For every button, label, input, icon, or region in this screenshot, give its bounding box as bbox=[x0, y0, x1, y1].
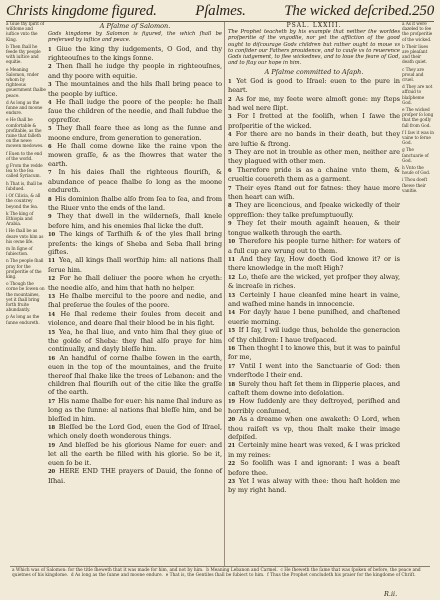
verse-text: How ſuddenly are they deſtroyed, periſhed and horribly conſumed, bbox=[228, 397, 400, 415]
left-column bbox=[48, 22, 222, 566]
verse bbox=[48, 328, 222, 354]
verse-number: 4 bbox=[48, 100, 52, 107]
verse-text: Then thoght I to knowe this, but it was to painful for me, bbox=[228, 343, 401, 362]
psalm73-heading: A Pſalme committed to Aſaph. bbox=[264, 67, 364, 76]
psalm73-number: PSAL. LXXIII. bbox=[286, 22, 342, 29]
verse-text: Yet I was alway with thee: thou haſt holden me by my right hand. bbox=[228, 477, 401, 495]
verse bbox=[48, 212, 222, 230]
verse-number: 2 bbox=[228, 96, 232, 103]
margin-note: d They are not affraid to blaſpheme God. bbox=[402, 85, 434, 106]
verse bbox=[228, 255, 400, 273]
verse bbox=[228, 219, 400, 237]
margin-note: g The ſanctuarie of God. bbox=[402, 148, 430, 164]
verse-number: 19 bbox=[48, 442, 56, 449]
verse bbox=[48, 274, 222, 292]
margin-note: m In ſigne of ſubiection. bbox=[6, 246, 34, 258]
margin-note: i Of Cilicia, & all the countrey beyond the ſea. bbox=[6, 194, 42, 210]
verse-text: The kings of Tarſhiſh & of the yles ſhall bring preſents: the kings of Sheba and Seba ſhall bring giftes. bbox=[48, 230, 222, 256]
verse bbox=[48, 292, 222, 310]
verse bbox=[48, 397, 222, 423]
margin-note: b Their liues are pleaſant and their death quiet. bbox=[402, 44, 430, 66]
verse-number: 18 bbox=[48, 425, 56, 432]
footnotes: a Which was of Salomon: for the title ſheweth that it was made for him, and not by him. b Meaning Lebanon and Carmel. c He ſheweth the ſame that was ſpoken of before, the peace and quietnes of his kingdome. d As long as the ſunne and moone endure. e That is, the Gentiles ſhall be ſubiect to him. f Thus the Prophet concludeth his praier for the kingdome of Chriſt. bbox=[12, 568, 422, 579]
verse-text: Yea, he ſhal liue, and vnto him ſhal they giue of the golde of Sheba: they ſhal alſo praye for him continually, and dayly bleſſe him. bbox=[48, 327, 223, 354]
verse-number: 5 bbox=[228, 150, 232, 157]
verse bbox=[228, 166, 400, 184]
verse-number: 1 bbox=[48, 46, 52, 53]
verse bbox=[48, 195, 222, 213]
verse-number: 19 bbox=[228, 399, 236, 406]
verse bbox=[48, 467, 222, 485]
margin-note: e Meaning Salomon, vnder whom by righteous gouernment ſhalbe peace. bbox=[6, 67, 48, 99]
margin-note: e The wicked proſper ſo long that the godly fall from God. bbox=[402, 108, 435, 129]
verse-number: 8 bbox=[228, 203, 232, 210]
verse-text: His dominion ſhalbe alſo from ſea to ſea, and from the Riuer vnto the ends of the land. bbox=[48, 194, 223, 212]
verse bbox=[228, 291, 400, 309]
verse-number: 13 bbox=[48, 293, 56, 300]
verse-number: 14 bbox=[228, 310, 236, 317]
verse-number: 20 bbox=[48, 469, 56, 476]
verse-number: 15 bbox=[228, 328, 236, 335]
margin-note: a Giue thy ſpirit of wiſdome and iuſtice vnto the King. bbox=[6, 22, 46, 43]
margin-note: n The people ſhall pray for the proſperitie of the king. bbox=[6, 259, 45, 280]
verse bbox=[228, 477, 400, 495]
verse bbox=[48, 168, 222, 194]
verse-number: 7 bbox=[48, 170, 52, 177]
verse-text: They are not in trouble as other men, neither are they plagued with other men. bbox=[228, 148, 401, 166]
verse-text: Therefore his people turne hither: for waters of a full cup are wrung out to them. bbox=[228, 237, 401, 255]
verse-text: His name ſhalbe for euer: his name ſhal indure as long as the ſunne: al nations ſhal bleſſe him, and be bleſſed in him. bbox=[48, 396, 222, 423]
verse bbox=[228, 95, 400, 113]
verse bbox=[48, 124, 222, 142]
verse-number: 11 bbox=[48, 258, 56, 265]
margin-note: h That is, ſhall be ſubdued. bbox=[6, 181, 44, 192]
verse-text: HERE END THE prayers of Dauid, the ſonne of Iſhai. bbox=[48, 467, 222, 485]
verse bbox=[228, 184, 400, 202]
verse-text: He ſhalbe merciful to the poore and nedie, and ſhal preſerue the ſoules of the poore. bbox=[48, 291, 222, 310]
psalm72-argument: Gods kingdome by Salomon is figured, the which ſhall be preſerued by iuſtice and peace. bbox=[48, 31, 222, 44]
margin-note: e He ſhall be comfortable & profitable, as the raine that falleth on the newe mowen medowes. bbox=[6, 118, 44, 150]
margin-note: o Though the corne be ſowen on the mountaines, yet it ſhall bring forth fruite abundantly. bbox=[6, 282, 46, 314]
verse-text: As for me, my feete were almoſt gone: my ſteps had wel nere ſlipt. bbox=[228, 94, 401, 112]
verse-number: 8 bbox=[48, 196, 52, 203]
psalm72-heading: A Pſalme of Salomon. bbox=[99, 22, 171, 30]
verse-text: Giue the king thy iudgements, O God, and thy righteouſnes to the kings ſonne. bbox=[48, 44, 223, 62]
verse-text: Then ſhall he iudge thy people in righteouſnes, and thy poore with equitie. bbox=[48, 62, 222, 80]
verse bbox=[48, 441, 222, 467]
verse-number: 10 bbox=[48, 232, 56, 239]
verse-text: An handful of corne ſhalbe ſowen in the earth, euen in the top of the mountaines, and the fruite thereof ſhal ſhake like the trees of Lebanon: and the children ſhal flouriſh out of the citie like the graſſe of the earth. bbox=[48, 353, 222, 397]
verse-number: 6 bbox=[228, 167, 232, 174]
verse bbox=[48, 354, 222, 397]
margin-note: h Vnto the houſe of God. bbox=[402, 166, 430, 177]
verse-number: 13 bbox=[228, 292, 236, 299]
verse bbox=[228, 362, 400, 380]
verse-number: 17 bbox=[48, 398, 56, 405]
running-head bbox=[6, 3, 434, 20]
verse-text: He ſhall iudge the poore of the people: he ſhall ſaue the children of the needie, and ſhall ſubdue the oppreſſor. bbox=[48, 98, 223, 124]
verse-number: 12 bbox=[48, 276, 56, 283]
verse bbox=[48, 423, 222, 441]
right-column bbox=[228, 22, 400, 566]
margin-note: p As long as the ſunne endureth. bbox=[6, 315, 41, 326]
verse-number: 14 bbox=[48, 311, 56, 318]
verse bbox=[228, 326, 400, 344]
footer-rule bbox=[10, 566, 430, 567]
verse-number: 11 bbox=[228, 256, 236, 263]
verse-text: For he ſhall deliuer the poore when he cryeth: the needie alſo, and him that hath no helper. bbox=[48, 274, 222, 292]
verse-text: Surely thou haſt ſet them in ſlipperie places, and caſteſt them downe into deſolation. bbox=[228, 379, 400, 397]
margin-note: i Thou doeſt ſhewe their vanitie. bbox=[402, 178, 429, 194]
verse-text: Bleſſed be the Lord God, euen the God of Iſrael, which onely doeth wonderous things. bbox=[48, 423, 222, 441]
verse-text: For I fretted at the fooliſh, when I ſawe the proſperitie of the wicked. bbox=[228, 112, 401, 130]
verse bbox=[228, 459, 400, 477]
verse bbox=[228, 441, 400, 459]
verse-number: 15 bbox=[48, 329, 56, 336]
verse-number: 1 bbox=[228, 78, 232, 85]
margin-note: b Then ſhall he feede thy people with iuſtice and equitie. bbox=[6, 44, 42, 66]
verse-text: Therefore pride is as a chaine vnto them, & crueltie couereth them as a garment. bbox=[228, 165, 401, 184]
running-head-left: Christs kingdome figured. bbox=[6, 3, 157, 19]
verse-number: 9 bbox=[228, 221, 232, 228]
verse-text: The mountaines and the hils ſhall bring peace to the people by iuſtice. bbox=[48, 80, 223, 98]
verse-text: He ſhal redeme their ſoules from deceit and violence, and deare ſhal their blood be in his ſight. bbox=[48, 309, 222, 328]
verse-number: 16 bbox=[48, 355, 56, 362]
verse-number: 2 bbox=[48, 64, 52, 71]
verse-text: Vntil I went into the Sanctuarie of God: then vnderſtode I their end. bbox=[228, 361, 401, 380]
margin-note: k The king of Ethiopia and Arabia. bbox=[6, 211, 35, 228]
verse-text: Lo, theſe are the wicked, yet proſper they alway, & increaſe in riches. bbox=[228, 272, 400, 291]
verse-text: They are licencious, and ſpeake wickedly of their oppreſſion: they talke preſumptuouſly. bbox=[228, 201, 401, 219]
verse-number: 22 bbox=[228, 461, 236, 468]
verse-number: 17 bbox=[228, 363, 236, 370]
margin-note: c They are proud and cruel. bbox=[402, 67, 426, 84]
verse bbox=[48, 62, 222, 80]
running-head-center: Pſalmes. bbox=[195, 3, 246, 19]
verse bbox=[228, 201, 400, 219]
verse bbox=[48, 230, 222, 256]
verse-number: 12 bbox=[228, 274, 236, 281]
margin-note: g From the redde ſea to the ſea called Syriacum. bbox=[6, 164, 44, 180]
verse-text: Certeinly mine heart was vexed, & I was pricked in my reines: bbox=[228, 441, 401, 459]
verse-number: 5 bbox=[48, 126, 52, 133]
verse-text: And bleſſed be his glorious Name for euer: and let all the earth be filled with his glorie. So be it, euen ſo be it. bbox=[48, 440, 223, 467]
verse-text: Yea, all kings ſhall worſhip him: all nations ſhall ſerue him. bbox=[48, 256, 222, 274]
verse-text: In his daies ſhall the righteous flouriſh, & abundance of peace ſhalbe ſo long as the moone endureth. bbox=[48, 168, 222, 195]
verse-number: 7 bbox=[228, 185, 232, 192]
verse-number: 6 bbox=[48, 144, 52, 151]
verse-number: 18 bbox=[228, 381, 236, 388]
margin-note: f I ſaw it was in vaine to ſerue God. bbox=[402, 130, 436, 147]
verse-number: 9 bbox=[48, 214, 52, 221]
running-head-right: The wicked deſcribed.250 bbox=[284, 3, 434, 19]
verse-number: 4 bbox=[228, 132, 232, 139]
verse bbox=[48, 256, 222, 274]
verse-text: They ſhall feare thee as long as the ſunne and moone endure, from generation to generation. bbox=[48, 124, 222, 142]
verse-number: 10 bbox=[228, 239, 236, 246]
verse-text: If I ſay, I wil iudge thus, beholde the generacion of thy children: I haue treſpaced. bbox=[228, 326, 400, 344]
verse-text: He ſhall come downe like the raine vpon the mowen graſſe, & as the ſhowres that water the earth. bbox=[48, 142, 223, 168]
right-margin-notes bbox=[402, 22, 434, 566]
verse-text: As a dreame when one awaketh: O Lord, when thou raiſeſt vs vp, thou ſhalt make their image deſpiſed. bbox=[228, 415, 400, 442]
verse bbox=[48, 310, 222, 328]
verse bbox=[228, 112, 400, 130]
verse-text: Yet God is good to Iſrael: euen to the pure in heart. bbox=[228, 76, 400, 95]
verse bbox=[48, 80, 222, 98]
verse-text: And they ſay, How doeth God knowe it? or is there knowledge in the moſt High? bbox=[228, 254, 401, 273]
margin-note: a As it were dazeled to ſee the proſperitie of the wicked. bbox=[402, 22, 434, 43]
verse bbox=[228, 344, 400, 362]
margin-note: f Euen to the end of the world. bbox=[6, 151, 44, 162]
verse bbox=[48, 98, 222, 124]
verse bbox=[228, 273, 400, 291]
verse-number: 23 bbox=[228, 479, 236, 486]
verse-text: For dayly haue I bene puniſhed, and chaſtened euerie morning. bbox=[228, 308, 400, 326]
verse-number: 16 bbox=[228, 345, 236, 352]
signature-mark: R.ii. bbox=[384, 590, 398, 598]
verse-text: They ſet their mouth againſt heauen, & their tongue walketh through the earth. bbox=[228, 219, 400, 237]
column-gutter-rule bbox=[224, 22, 225, 566]
verse bbox=[228, 77, 400, 95]
psalm73-verses bbox=[228, 77, 400, 495]
verse-text: For there are no bands in their death, but they are luſtie & ſtrong. bbox=[228, 130, 400, 148]
psalm72-verses bbox=[48, 45, 222, 485]
verse-text: Their eyes ſtand out for fatnes: they haue more then heart can wiſh. bbox=[228, 183, 400, 202]
margin-note: l He ſhall be as deare vnto him as his owne life. bbox=[6, 229, 45, 245]
verse bbox=[228, 397, 400, 415]
verse bbox=[228, 237, 400, 255]
verse-text: Certeinly I haue cleanſed mine heart in vaine, and waſhed mine hands in innocencie. bbox=[228, 290, 400, 308]
verse-text: They that dwell in the wilderneſs, ſhall knele before him, and his enemies ſhal licke the duſt. bbox=[48, 212, 222, 230]
margin-note: d As long as the ſunne and moone endure. bbox=[6, 100, 44, 117]
verse-number: 21 bbox=[228, 443, 236, 450]
verse bbox=[48, 142, 222, 168]
psalm73-argument: The Prophet teacheth by his example that neither the worldes proſperitie of the vngodlie, nor yet the affliction of the good ought to diſcourage Gods children but rather ought to moue vs to conſider our Fathers prouidence, and to cauſe vs to reuerence Gods iudgement, to flee wickednes, and to loue the feare of God, and to ſtay our hope in him. bbox=[228, 29, 400, 67]
verse bbox=[228, 130, 400, 148]
verse bbox=[228, 415, 400, 441]
left-margin-notes bbox=[6, 22, 46, 566]
verse bbox=[228, 380, 400, 398]
verse-text: So fooliſh was I and ignorant: I was a beaſt before thee. bbox=[228, 459, 401, 477]
text-columns bbox=[6, 22, 434, 566]
verse-number: 3 bbox=[48, 82, 52, 89]
verse bbox=[228, 308, 400, 326]
verse bbox=[228, 148, 400, 166]
verse bbox=[48, 45, 222, 63]
verse-number: 3 bbox=[228, 114, 232, 121]
verse-number: 20 bbox=[228, 417, 236, 424]
